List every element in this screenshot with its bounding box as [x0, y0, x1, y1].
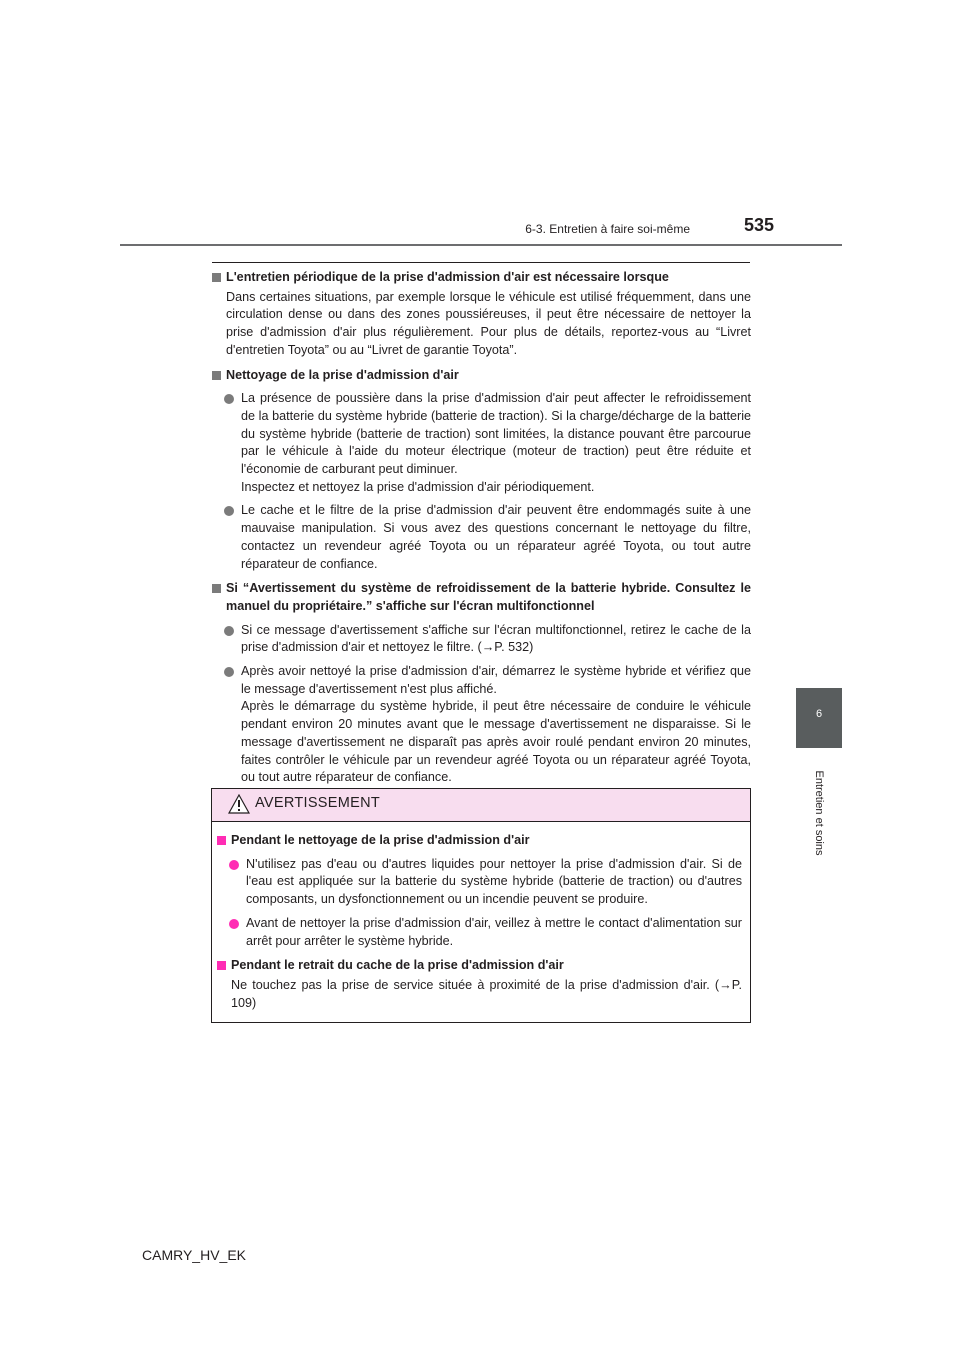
round-bullet-icon: [229, 919, 239, 929]
warning-box: [211, 788, 751, 1023]
warning-body: [212, 822, 750, 1012]
section-air-intake-maintenance: [211, 269, 751, 360]
list-item: Après avoir nettoyé la prise d'admission d'air, démarrez le système hybride et vérifiez que le message d'avertissement n'est plus affiché. Après le démarrage du système hybride, il peut être nécessaire de conduire le véhicule pendant environ 20 minutes avant que le message d'avertissement ne disparaisse. Si le message d'avertissement ne disparaît pas après avoir roulé pendant environ 20 minutes, faites contrôler le véhicule par un revendeur agréé Toyota ou un réparateur agréé Toyota, ou tout autre réparateur de confiance.: [211, 663, 751, 787]
square-bullet-icon: [217, 836, 226, 845]
list-item: Le cache et le filtre de la prise d'admission d'air peuvent être endommagés suite à une mauvaise manipulation. Si vous avez des questions concernant le nettoyage du filtre, contactez un revendeur agréé Toyota ou un réparateur agréé Toyota, ou tout autre réparateur de confiance.: [211, 502, 751, 573]
list-item: Avant de nettoyer la prise d'admission d'air, veillez à mettre le contact d'alimentation sur arrêt pour arrêter le système hybride.: [216, 915, 742, 950]
list-item: Si ce message d'avertissement s'affiche sur l'écran multifonctionnel, retirez le cache de la prise d'admission d'air et nettoyez le filtre. (→P. 532): [211, 622, 751, 657]
warning-section-heading: Pendant le nettoyage de la prise d'admission d'air: [216, 832, 742, 850]
section-heading: Si “Avertissement du système de refroidissement de la batterie hybride. Consultez le manuel du propriétaire.” s'affiche sur l'écran multifonctionnel: [211, 580, 751, 615]
header-divider: [120, 244, 842, 246]
section-paragraph: Dans certaines situations, par exemple lorsque le véhicule est utilisé fréquemment, dans une circulation dense ou dans des zones poussiéreuses, il peut être nécessaire de nettoyer la prise d'admission d'air plus régulièrement. Pour plus de détails, reportez-vous au “Livret d'entretien Toyota” ou au “Livret de garantie Toyota”.: [226, 289, 751, 357]
content-divider: [212, 262, 750, 263]
section-title: 6-3. Entretien à faire soi-même: [525, 222, 690, 236]
chapter-label: [781, 758, 857, 868]
square-bullet-icon: [212, 584, 221, 593]
square-bullet-icon: [217, 961, 226, 970]
round-bullet-icon: [224, 667, 234, 677]
round-bullet-icon: [224, 506, 234, 516]
section-heading: L'entretien périodique de la prise d'admission d'air est nécessaire lorsque: [211, 269, 751, 287]
section-cooling-warning-message: [211, 580, 751, 787]
warning-heading: AVERTISSEMENT: [255, 795, 381, 811]
round-bullet-icon: [224, 626, 234, 636]
main-content: [211, 269, 751, 794]
warning-triangle-icon: [228, 794, 250, 814]
round-bullet-icon: [224, 394, 234, 404]
chapter-number: 6: [815, 708, 823, 720]
warning-paragraph: Ne touchez pas la prise de service située à proximité de la prise d'admission d'air. (→P. 109): [231, 977, 742, 1010]
square-bullet-icon: [212, 371, 221, 380]
chapter-tab: [796, 688, 842, 748]
list-item: N'utilisez pas d'eau ou d'autres liquides pour nettoyer la prise d'admission d'air. Si de l'eau est appliquée sur la batterie du système hybride (batterie de traction) ou d'autres composants, un dysfonctionnement ou un incendie peuvent se produire.: [216, 856, 742, 909]
warning-header: [212, 789, 750, 822]
page-number: 535: [743, 215, 774, 235]
warning-section-heading: Pendant le retrait du cache de la prise d'admission d'air: [216, 957, 742, 975]
round-bullet-icon: [229, 860, 239, 870]
model-code: CAMRY_HV_EK: [142, 1247, 247, 1263]
square-bullet-icon: [212, 273, 221, 282]
chapter-label-text: Entretien et soins: [813, 770, 825, 856]
section-heading: Nettoyage de la prise d'admission d'air: [211, 367, 751, 385]
section-air-intake-cleaning: [211, 367, 751, 574]
warning-section-cover-removal: [216, 957, 742, 1012]
warning-section-cleaning: [216, 832, 742, 950]
list-item: La présence de poussière dans la prise d'admission d'air peut affecter le refroidissement de la batterie du système hybride (batterie de traction). Si la charge/décharge de la batterie du système hybride (batterie de traction) sont limitées, la distance pouvant être parcourue par le véhicule à l'aide du moteur électrique (moteur de traction) peut être réduite et l'économie de carburant peut diminuer. Inspectez et nettoyez la prise d'admission d'air périodiquement.: [211, 390, 751, 496]
